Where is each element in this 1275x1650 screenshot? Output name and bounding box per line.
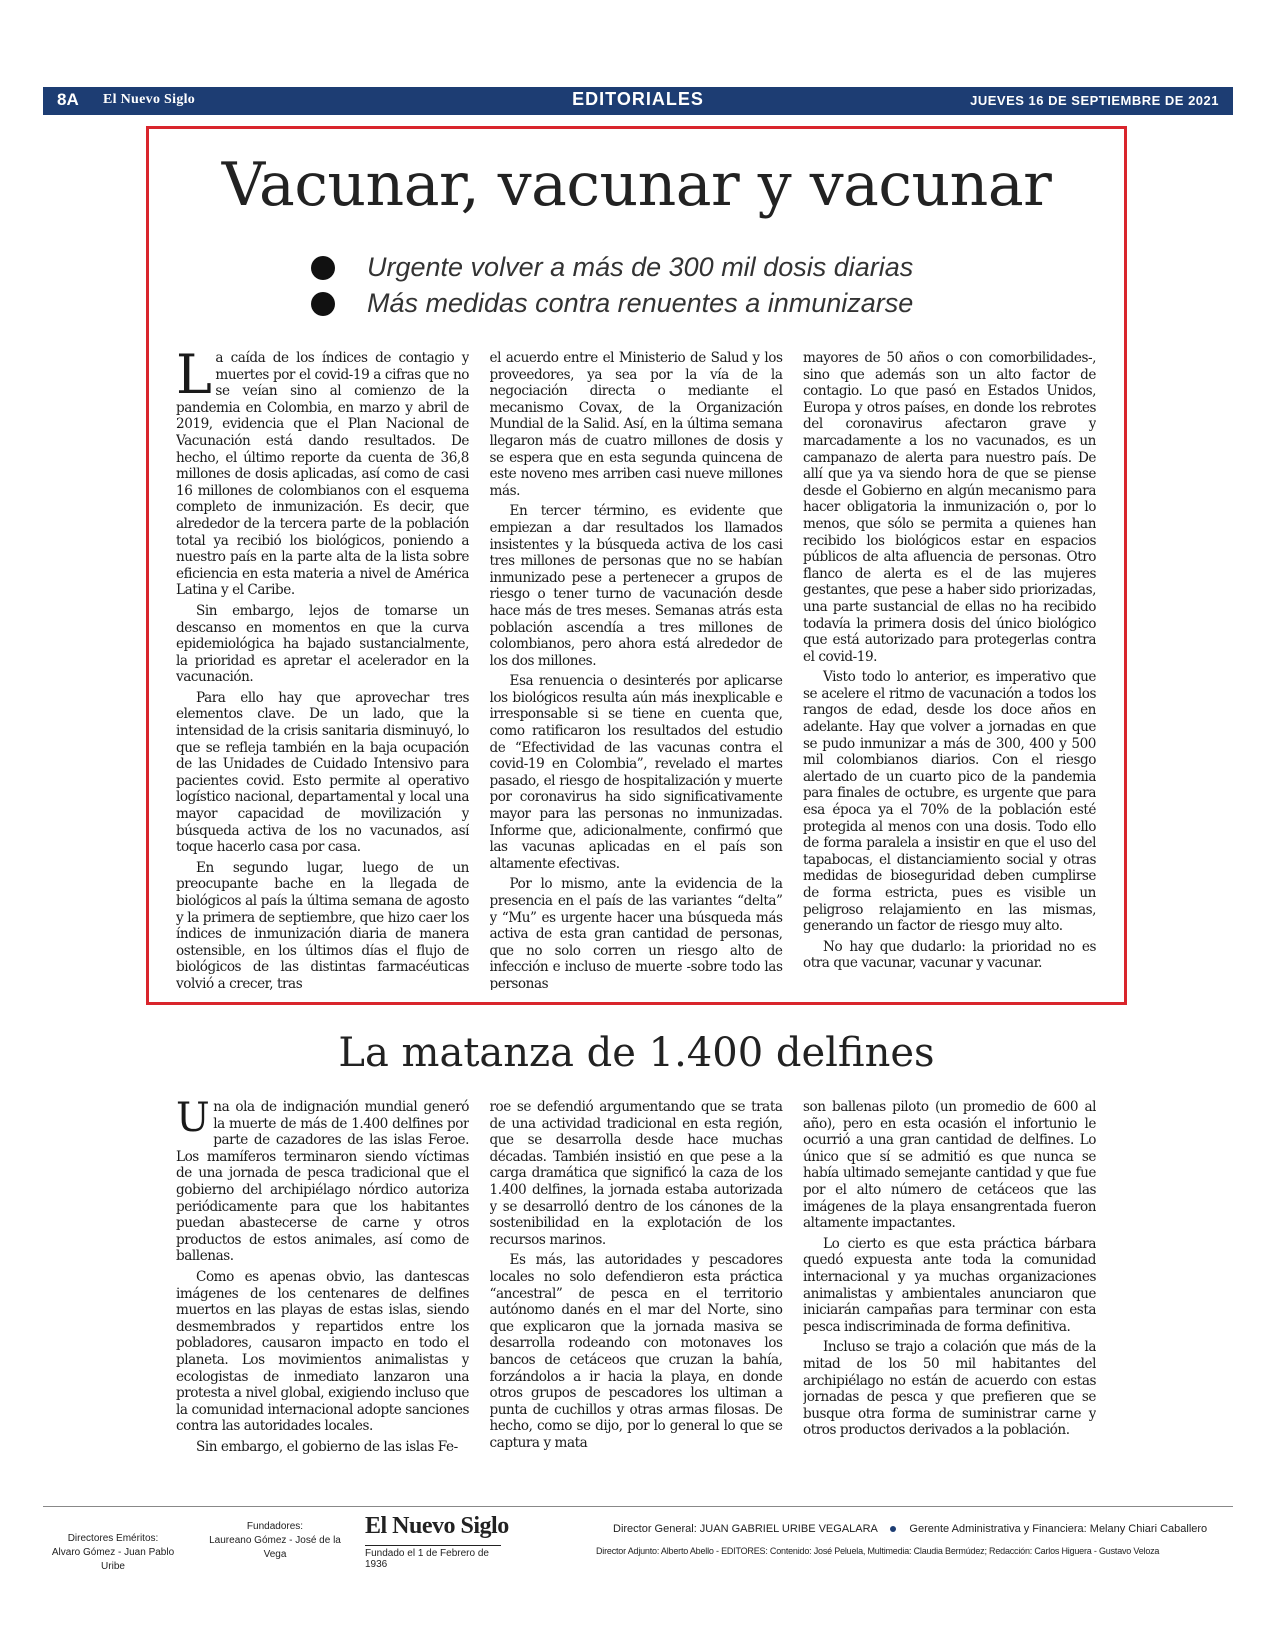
fundadores — [200, 1520, 350, 1562]
editorial-2-body — [176, 1099, 1096, 1464]
paragraph: Para ello hay que aprovechar tres elementos clave. De un lado, que la intensidad de la crisis sanitaria disminuyó, lo que se refleja también en la baja ocupación de las Unidades de Cuidado Intensivo para pacientes covid. Esto permite al operativo logístico nacional, departamental y local una mayor capacidad de movilización y búsqueda activa de los no vacunados, así toque hacerlo casa por casa. — [176, 689, 469, 856]
text-column — [176, 350, 469, 990]
page-header-bar — [43, 87, 1233, 115]
deck-text: Más medidas contra renuentes a inmunizarse — [367, 288, 914, 318]
fundadores-names: Laureano Gómez - José de la Vega — [209, 1535, 341, 1560]
paragraph: No hay que dudarlo: la prioridad no es otra que vacunar, vacunar y vacunar. — [803, 938, 1096, 972]
paragraph: Esa renuencia o desinterés por aplicarse los biológicos resulta aún más inexplicable e irresponsable si se tiene en cuenta que, como ratificaron los resultados del estudio de “Efectividad de las vacunas contra el covid-19 en Colombia”, revelado el martes pasado, el riesgo de hospitalización y muerte por coronavirus ha sido significativamente mayor para las personas no inmunizadas. Informe que, adicionalmente, confirmó que las vacunas aplicadas en el país son altamente efectivas. — [489, 673, 783, 872]
paragraph: Incluso se trajo a colación que más de la mitad de los 50 mil habitantes del archipiélago no están de acuerdo con estas jornadas de pesca y que prefieren que se busque otra forma de suministrar carne y otros productos derivados a la población. — [803, 1339, 1096, 1439]
paragraph: Sin embargo, el gobierno de las islas Fe- — [196, 1438, 458, 1455]
issue-date: JUEVES 16 DE SEPTIEMBRE DE 2021 — [970, 93, 1219, 108]
paragraph: En segundo lugar, luego de un preocupante bache en la llegada de biológicos al país la última semana de agosto y la primera de septiembre, que hizo caer los índices de inmunización diaria de manera ostensible, en los últimos días el flujo de biológicos de las distintas farmacéuticas volvió a crecer, tras — [176, 859, 469, 990]
newspaper-name: El Nuevo Siglo — [103, 92, 196, 107]
paragraph: Lo cierto es que esta práctica bárbara quedó expuesta ante toda la comunidad internacional y ya muchas organizaciones animalistas y ambientales anunciaron que iniciarán campañas para terminar con esta pesca indiscriminada de forma definitiva. — [803, 1235, 1096, 1335]
paragraph: La caída de los índices de contagio y muertes por el covid-19 a cifras que no se veían sino al comienzo de la pandemia en Colombia, en marzo y abril de 2019, evidencia que el Plan Nacional de Vacunación está dando resultados. De hecho, el último reporte da cuenta de 36,8 millones de dosis aplicadas, así como de casi 16 millones de colombianos con el esquema completo de inmunización. Es decir, que alrededor de la tercera parte de la población total ya recibió los biológicos, poniendo a nuestro país en la parte alta de la lista sobre eficiencia en esta materia a nivel de América Latina y el Caribe. — [176, 350, 469, 599]
text-column — [490, 350, 783, 990]
gerente: Gerente Administrativa y Financiera: Melany Chiari Caballero — [909, 1523, 1208, 1535]
deck-text: Urgente volver a más de 300 mil dosis diarias — [367, 252, 914, 282]
masthead-logo: El Nuevo Siglo — [365, 1513, 509, 1539]
paragraph: Una ola de indignación mundial generó la muerte de más de 1.400 delfines por parte de cazadores de las islas Feroe. Los mamíferos terminaron siendo víctimas de una jornada de pesca tradicional que el gobierno del archipiélago nórdico autoriza periódicamente para que los habitantes puedan abastecerse de carne y otros productos de estos animales, así como de ballenas. — [176, 1099, 469, 1265]
staff-line-2: Director Adjunto: Alberto Abello - EDITORES: Contenido: José Peluela, Multimedia: Claudia Bermúdez; Redacción: Carlos Higuera - Gustavo Veloza — [596, 1546, 1160, 1556]
paragraph: son ballenas piloto (un promedio de 600 al año), pero en esta ocasión el infortunio le ocurrió a una gran cantidad de delfines. Lo único que sí se admitió es que nunca se había ultimado semejante cantidad y que fue por el alto número de cetáceos que las imágenes de la playa ensangrentada fueron altamente impactantes. — [803, 1099, 1096, 1232]
paragraph: el acuerdo entre el Ministerio de Salud y los proveedores, ya sea por la vía de la negociación directa o mediante el mecanismo Covax, de la Organización Mundial de la Salid. Así, en la última semana llegaron más de cuatro millones de dosis y se espera que en esta segunda quincena de este noveno mes arriben casi nueve millones más. — [489, 350, 783, 499]
text-column — [803, 350, 1096, 990]
directores-emeritos — [43, 1532, 183, 1574]
directores-names: Alvaro Gómez - Juan Pablo Uribe — [51, 1547, 175, 1572]
page-number: 8A — [57, 90, 79, 109]
text-column — [803, 1099, 1096, 1464]
text-column — [176, 1099, 469, 1464]
editorial-1-body — [176, 350, 1096, 990]
fundadores-label: Fundadores: — [246, 1521, 304, 1532]
text-column — [490, 1099, 783, 1464]
bullet-icon — [311, 256, 335, 280]
paragraph: Visto todo lo anterior, es imperativo que se acelere el ritmo de vacunación a todos los rangos de edad, desde los doce años en adelante. Hay que volver a jornadas en que se pudo inmunizar a más de 300, 400 y 500 mil colombianos diarios. Con el riesgo alertado de un cuarto pico de la pandemia para finales de octubre, es urgente que para esa época ya el 70% de la población esté protegida al menos con una dosis. Todo ello de forma paralela a insistir en que el uso del tapabocas, el distanciamiento social y otras medidas de bioseguridad deben cumplirse de forma estricta, pues es visible un peligroso relajamiento en las mismas, generando un factor de riesgo muy alto. — [803, 669, 1096, 935]
directores-label: Directores Eméritos: — [67, 1533, 159, 1544]
staff-line-1 — [613, 1523, 1207, 1535]
section-title: EDITORIALES — [572, 89, 704, 109]
footer-divider — [43, 1506, 1233, 1507]
paragraph: Por lo mismo, ante la evidencia de la presencia en el país de las variantes “delta” y “Mu” es urgente hacer una búsqueda más activa de esta gran cantidad de personas, que no solo corren un riesgo alto de infección e incluso de muerte -sobre todo las personas — [489, 876, 783, 990]
drop-cap: L — [176, 350, 212, 406]
paragraph: Sin embargo, lejos de tomarse un descanso en momentos en que la curva epidemiológica ha bajado sustancialmente, la prioridad es apretar el acelerador en la vacunación. — [176, 602, 469, 686]
paragraph: Es más, las autoridades y pescadores locales no solo defendieron esta práctica “ancestral” de pesca en el territorio autónomo danés en el mar del Norte, sino que explicaron que la jornada masiva se desarrolla rodeando con motonaves los bancos de cetáceos que cruzan la bahía, forzándolos a ir hacia la playa, en donde otros grupos de pescadores los ultiman a punta de cuchillos y otras armas filosas. De hecho, como se dijo, por lo general lo que se captura y mata — [489, 1252, 783, 1451]
bullet-icon — [311, 292, 335, 316]
founding-date: Fundado el 1 de Febrero de 1936 — [365, 1545, 501, 1570]
drop-cap: U — [176, 1099, 210, 1141]
editorial-2-title: La matanza de 1.400 delfines — [338, 1030, 935, 1076]
paragraph: mayores de 50 años o con comorbilidades-, sino que además son un alto factor de contagio. Lo que pasó en Estados Unidos, Europa y otros países, en donde los rebrotes del coronavirus afectaron grave y marcadamente a los no vacunados, es un campanazo de alerta para nuestro país. De allí que ya va siendo hora de que se piense desde el Gobierno en algún mecanismo para hacer obligatoria la inmunización o, por lo menos, que sólo se permita a quienes han recibido los biológicos estar en espacios públicos de alta afluencia de personas. Otro flanco de alerta es el de las mujeres gestantes, que pese a haber sido priorizadas, una parte sustancial de ellas no ha recibido todavía la primera dosis del único biológico que está autorizado para protegerlas contra el covid-19. — [803, 350, 1096, 665]
separator-dot-icon — [890, 1526, 896, 1532]
paragraph: roe se defendió argumentando que se trata de una actividad tradicional en esta región, que se desarrolla desde hace muchas décadas. También insistió en que pese a la carga dramática que significó la caza de los 1.400 delfines, la jornada estaba autorizada y se desarrolló dentro de los cánones de la sostenibilidad en la explotación de los recursos marinos. — [489, 1099, 783, 1248]
director-general: Director General: JUAN GABRIEL URIBE VEGALARA — [613, 1523, 878, 1535]
paragraph: Como es apenas obvio, las dantescas imágenes de los centenares de delfines muertos en las playas de estas islas, siendo desmembrados y repartidos entre los pobladores, causaron impacto en todo el planeta. Los movimientos animalistas y ecologistas de inmediato lanzaron una protesta a nivel global, exigiendo incluso que la comunidad internacional adopte sanciones contra las autoridades locales. — [176, 1268, 469, 1435]
paragraph: En tercer término, es evidente que empiezan a dar resultados los llamados insistentes y la búsqueda activa de los casi tres millones de personas que no se habían inmunizado pese a pertenecer a grupos de riesgo o tener turno de vacunación desde hace más de tres meses. Semanas atrás esta población ascendía a tres millones de colombianos, pero ahora está alrededor de los dos millones. — [489, 503, 783, 669]
editorial-1-title: Vacunar, vacunar y vacunar — [221, 150, 1052, 220]
